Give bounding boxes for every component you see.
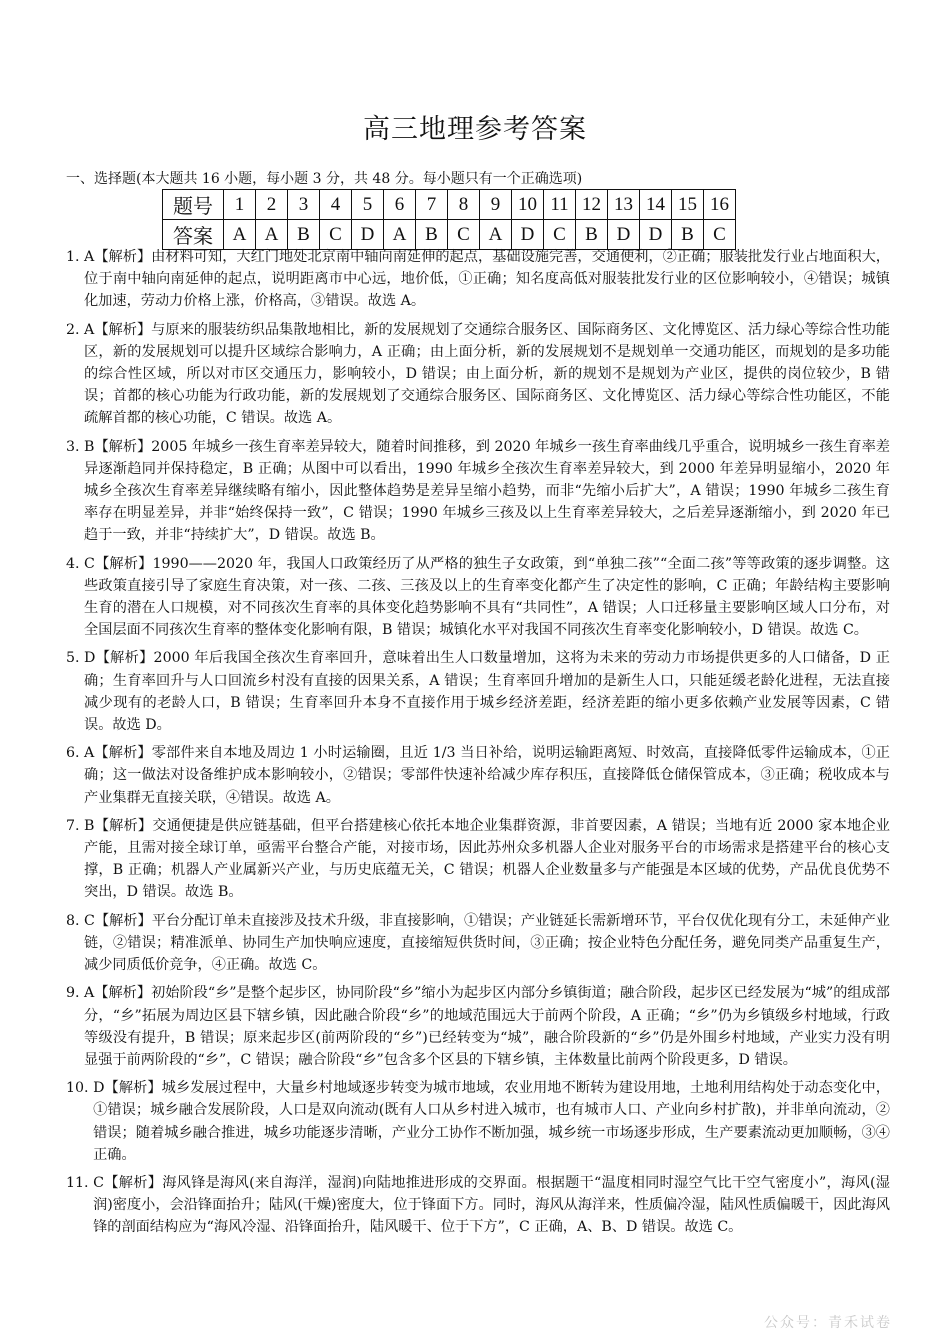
explanation-item	[66, 246, 890, 313]
row-label-question: 题号	[163, 190, 224, 220]
item-number: 6.	[66, 745, 85, 762]
item-text: D【解析】2000 年后我国全孩次生育率回升，意味着出生人口数量增加，这将为未来的劳动力市场提供更多的人口储备，D 正确；生育率回升与人口回流乡村没有直接的因果关系，A 错误；生育率回升增加的是新生人口，只能延缓老龄化进程，无法直接减少现有的老龄人口，B 错误；生育率回升本身不直接作用于城乡经济差距，经济差距的缩小更多依赖产业发展等因素，C 错误。故选 D。	[84, 650, 890, 734]
item-text: C【解析】海风锋是海风(来自海洋，湿润)向陆地推进形成的交界面。根据题干“温度相同时湿空气比干空气密度小”，海风(湿润)密度小，会沿锋面抬升；陆风(干燥)密度大，位于锋面下方。同时，海风从海洋来，性质偏冷湿，陆风性质偏暖干，因此海风锋的剖面结构应为“海风冷湿、沿锋面抬升，陆风暖干、位于下方”，C 正确，A、B、D 错误。故选 C。	[93, 1174, 890, 1236]
page-title: 高三地理参考答案	[363, 114, 587, 145]
question-number-cell: 2	[256, 190, 288, 220]
explanation-item	[66, 910, 890, 977]
answer-cell: A	[256, 220, 288, 250]
answer-cell: D	[608, 220, 640, 250]
question-number-cell: 8	[448, 190, 480, 220]
answer-cell: B	[288, 220, 320, 250]
explanation-list	[66, 246, 890, 1245]
item-number: 2.	[66, 321, 85, 338]
item-number: 1.	[66, 249, 85, 265]
item-text: B【解析】交通便捷是供应链基础，但平台搭建核心依托本地企业集群资源，非首要因素，A 错误；当地有近 2000 家本地企业产能，且需对接全球订单，亟需平台整合产能，对接市场，因此苏州众多机器人企业对服务平台的市场需求是搭建平台的核心支撑，B 正确；机器人产业属新兴产业，与历史底蕴无关，C 错误；机器人企业数量多与产能强是本区域的优势，产品优良优势不突出，D 错误。故选 B。	[84, 817, 890, 901]
item-number: 11.	[66, 1174, 94, 1191]
explanation-item	[66, 742, 890, 809]
item-number: 7.	[66, 817, 85, 834]
item-text: A【解析】零部件来自本地及周边 1 小时运输圈，且近 1/3 当日补给，说明运输距离短、时效高，直接降低零件运输成本，①正确；这一做法对设备维护成本影响较小，②错误；零部件快速补给减少库存积压，直接降低仓储保管成本，③正确；税收成本与产业集群无直接关联，④错误。故选 A。	[84, 745, 890, 806]
item-number: 10.	[66, 1080, 94, 1097]
answer-cell: C	[544, 220, 576, 250]
answer-cell: A	[480, 220, 512, 250]
item-text: A【解析】与原来的服装纺织品集散地相比，新的发展规划了交通综合服务区、国际商务区、文化博览区、活力绿心等综合性功能区，新的发展规划可以提升区域综合影响力，A 正确；由上面分析，新的发展规划不是规划单一交通功能区，而规划的是多功能的综合性区域，所以对市区交通压力，影响较小，D 错误；由上面分析，新的规划不是规划为产业区，提供的岗位较少，B 错误；首都的核心功能为行政功能，新的发展规划了交通综合服务区、国际商务区、文化博览区、活力绿心等综合性功能区，不能疏解首都的核心功能，C 错误。故选 A。	[84, 321, 890, 427]
explanation-item	[66, 1077, 890, 1166]
item-text: A【解析】由材料可知，大红门地处北京南中轴向南延伸的起点，基础设施完善，交通便利，②正确；服装批发行业占地面积大，位于南中轴向南延伸的起点，说明距离市中心远，地价低，①正确；知名度高低对服装批发行业的区位影响较小，④错误；城镇化加速，劳动力价格上涨，价格高，③错误。故选 A。	[84, 249, 890, 310]
item-text: D【解析】城乡发展过程中，大量乡村地域逐步转变为城市地域，农业用地不断转为建设用地，土地利用结构处于动态变化中，①错误；城乡融合发展阶段，人口是双向流动(既有人口从乡村进入城市，也有城市人口、产业向乡村扩散)，并非单向流动，②错误；随着城乡融合推进，城乡功能逐步清晰，产业分工协作不断加强，城乡统一市场逐步形成，生产要素流动更加顺畅，③④正确。	[93, 1080, 890, 1163]
question-number-cell: 6	[384, 190, 416, 220]
question-number-cell: 13	[608, 190, 640, 220]
question-number-cell: 11	[544, 190, 576, 220]
answer-cell: C	[320, 220, 352, 250]
item-number: 4.	[66, 555, 85, 572]
question-number-cell: 9	[480, 190, 512, 220]
answer-table	[162, 189, 736, 250]
explanation-item	[66, 1172, 890, 1239]
item-text: B【解析】2005 年城乡一孩生育率差异较大，随着时间推移，到 2020 年城乡一孩生育率曲线几乎重合，说明城乡一孩生育率差异逐渐趋同并保持稳定，B 正确；从图中可以看出，1990 年城乡全孩次生育率差异较大，到 2000 年差异明显缩小，2020 年城乡全孩次生育率差异继续略有缩小，因此整体趋势是差异呈缩小趋势，而非“先缩小后扩大”，A 错误；1990 年城乡二孩生育率存在明显差异，并非“始终保持一致”，C 错误；1990 年城乡三孩及以上生育率差异较大，之后差异逐渐缩小，到 2020 年已趋于一致，并非“持续扩大”，D 错误。故选 B。	[84, 438, 890, 544]
question-number-cell: 15	[672, 190, 704, 220]
answer-cell: B	[416, 220, 448, 250]
answer-row	[163, 220, 736, 250]
explanation-item	[66, 647, 890, 736]
answer-cell: C	[448, 220, 480, 250]
item-text: A【解析】初始阶段“乡”是整个起步区，协同阶段“乡”缩小为起步区内部分乡镇街道；融合阶段，起步区已经发展为“城”的组成部分，“乡”拓展为周边区县下辖乡镇，因此融合阶段“乡”的地域范围远大于前两个阶段，A 正确；“乡”仍为乡镇级乡村地域，行政等级没有提升，B 错误；原来起步区(前两阶段的“乡”)已经转变为“城”，融合阶段新的“乡”仍是外围乡村地域，产业实力没有明显强于前两阶段的“乡”，C 错误；融合阶段“乡”包含多个区县的下辖乡镇，主体数量比前两个阶段更多，D 错误。	[84, 985, 890, 1068]
explanation-item	[66, 815, 890, 904]
question-number-cell: 12	[576, 190, 608, 220]
item-text: C【解析】1990——2020 年，我国人口政策经历了从严格的独生子女政策，到“单独二孩”“全面二孩”等等政策的逐步调整。这些政策直接引导了家庭生育决策，对一孩、二孩、三孩及以上的生育率变化都产生了决定性的影响，C 正确；年龄结构主要影响生育的潜在人口规模，对不同孩次生育率的具体变化趋势影响不具有“共同性”，A 错误；人口迁移量主要影响区域人口分布，对全国层面不同孩次生育率的整体变化影响有限，B 错误；城镇化水平对我国不同孩次生育率变化影响较小，D 错误。故选 C。	[84, 555, 890, 639]
item-number: 8.	[66, 912, 85, 929]
question-number-cell: 7	[416, 190, 448, 220]
watermark: 公众号：青禾试卷	[764, 1315, 892, 1331]
answer-cell: D	[512, 220, 544, 250]
question-number-cell: 1	[224, 190, 256, 220]
explanation-item	[66, 982, 890, 1071]
item-number: 9.	[66, 985, 85, 1002]
question-number-cell: 5	[352, 190, 384, 220]
answer-cell: D	[352, 220, 384, 250]
section-heading: 一、选择题(本大题共 16 小题，每小题 3 分，共 48 分。每小题只有一个正确选项)	[66, 171, 583, 187]
item-text: C【解析】平台分配订单未直接涉及技术升级，非直接影响，①错误；产业链延长需新增环节，平台仅优化现有分工，未延伸产业链，②错误；精准派单、协同生产加快响应速度，直接缩短供货时间，③正确；按企业特色分配任务，避免同类产品重复生产，减少同质低价竞争，④正确。故选 C。	[84, 912, 890, 974]
question-number-cell: 3	[288, 190, 320, 220]
row-label-answer: 答案	[163, 220, 224, 250]
item-number: 3.	[66, 438, 85, 455]
question-number-cell: 14	[640, 190, 672, 220]
answer-cell: A	[224, 220, 256, 250]
question-number-cell: 10	[512, 190, 544, 220]
question-number-cell: 4	[320, 190, 352, 220]
explanation-item	[66, 319, 890, 430]
explanation-item	[66, 553, 890, 642]
answer-cell: C	[704, 220, 736, 250]
answer-cell: B	[672, 220, 704, 250]
item-number: 5.	[66, 650, 85, 667]
question-number-cell: 16	[704, 190, 736, 220]
answer-cell: A	[384, 220, 416, 250]
question-number-row	[163, 190, 736, 220]
explanation-item	[66, 436, 890, 547]
answer-cell: D	[640, 220, 672, 250]
answer-cell: B	[576, 220, 608, 250]
